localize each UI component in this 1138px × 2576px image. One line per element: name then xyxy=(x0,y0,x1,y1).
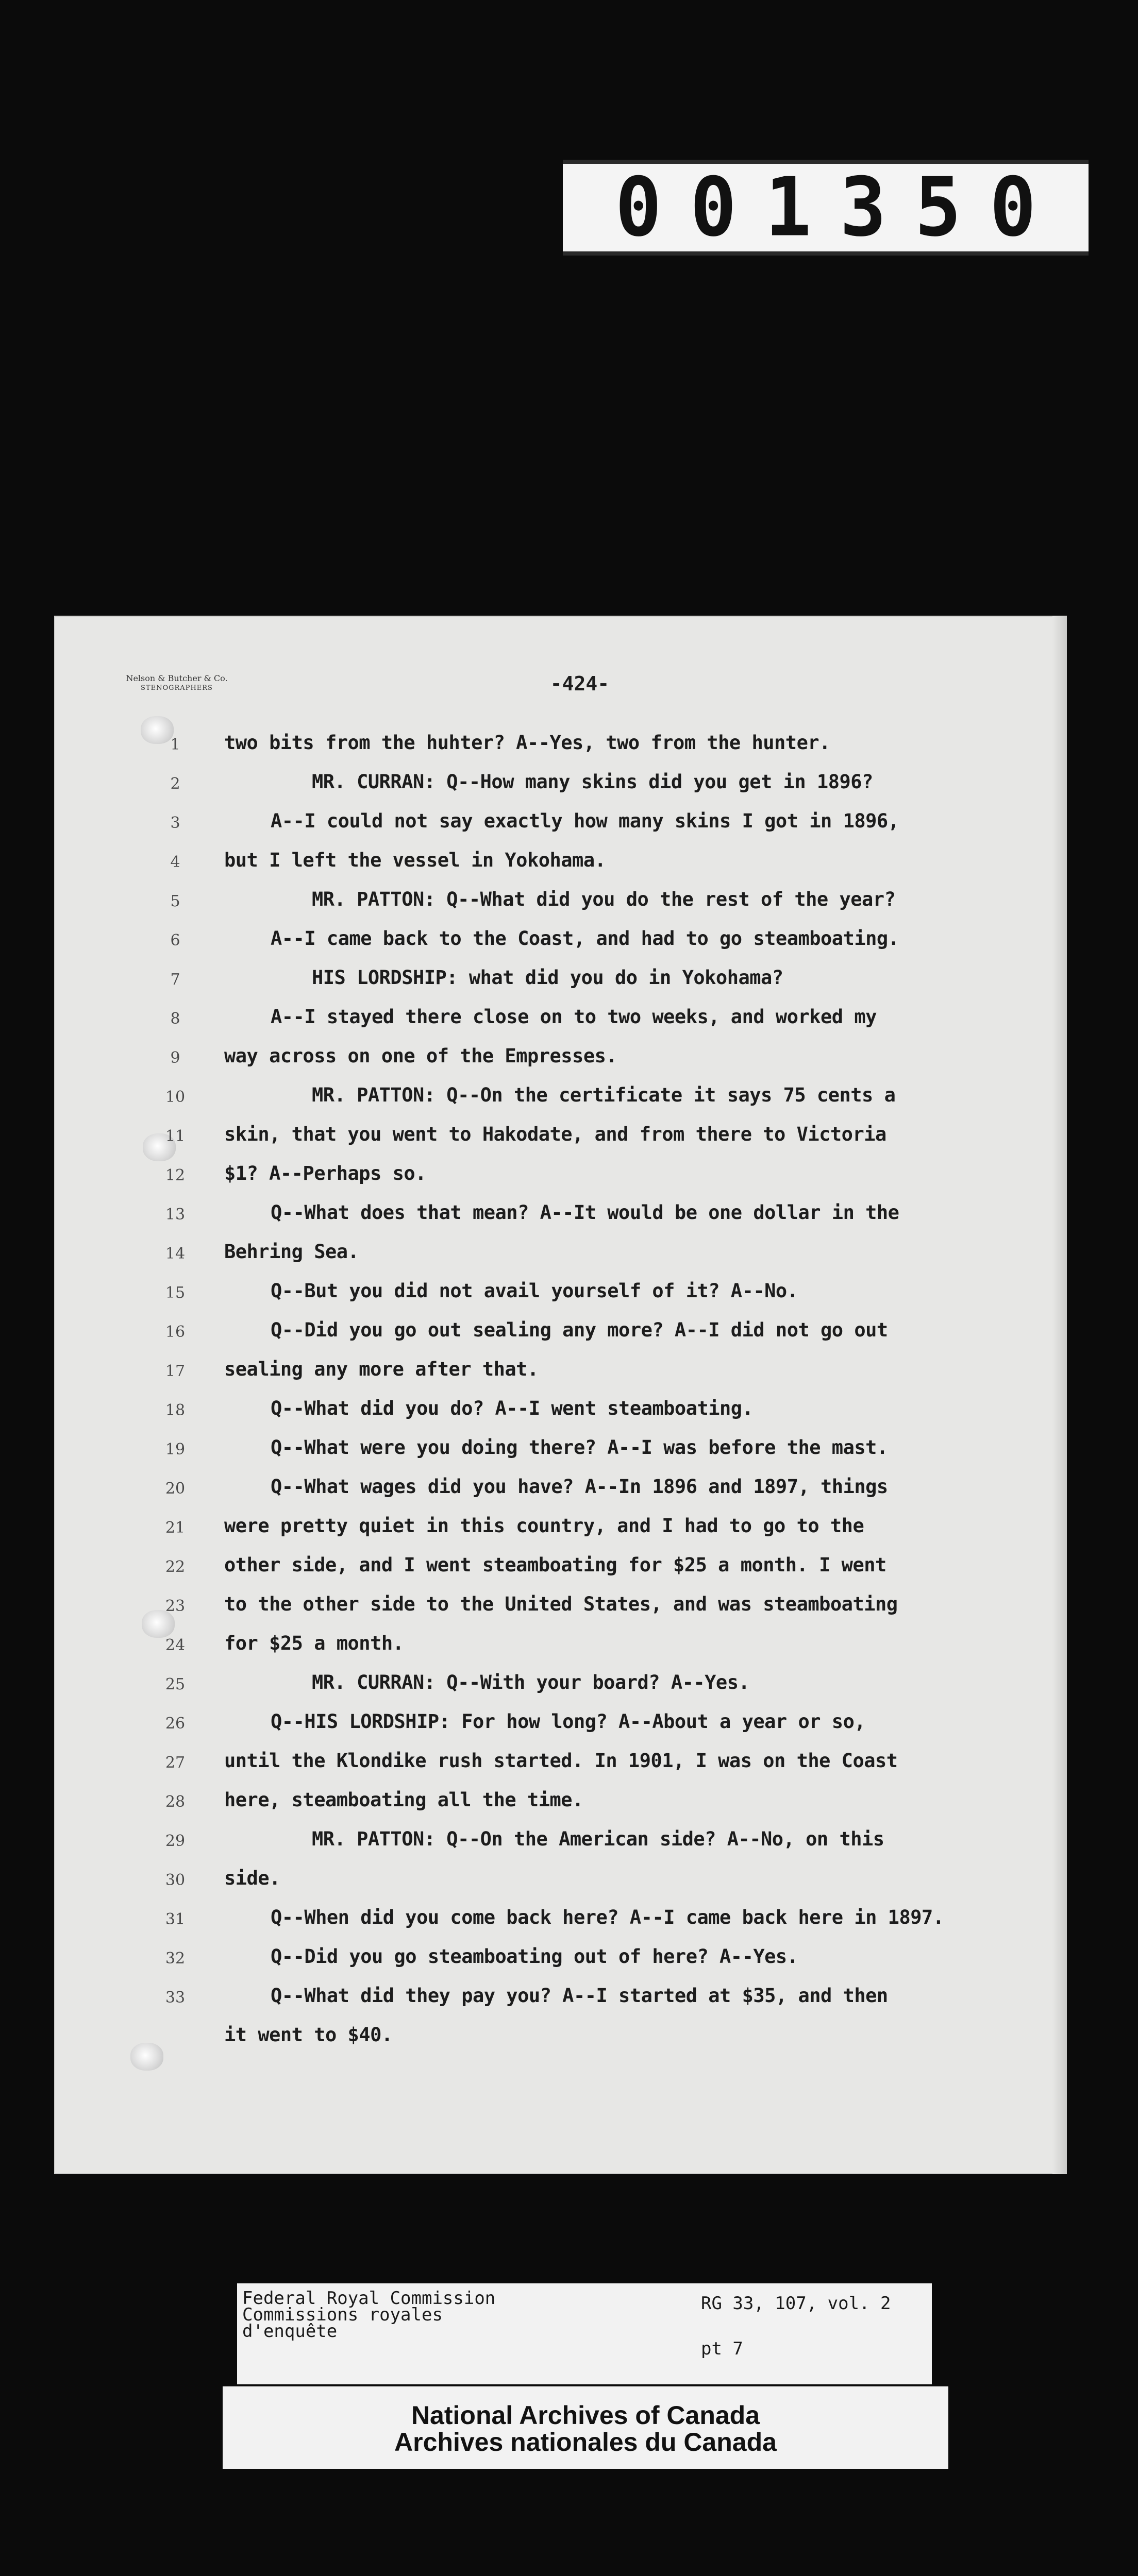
line-text: other side, and I went steamboating for $25 a month. I went xyxy=(224,1554,886,1576)
line-number: 16 xyxy=(165,1323,186,1341)
line-text: Behring Sea. xyxy=(224,1241,359,1263)
transcript-line xyxy=(54,849,1067,887)
label-commission-fr: Commissions royales xyxy=(242,2304,443,2325)
label-commission-en: Federal Royal Commission xyxy=(242,2288,496,2309)
line-number: 33 xyxy=(165,1989,186,2007)
transcript-line xyxy=(54,1710,1067,1749)
line-text: were pretty quiet in this country, and I had to go to the xyxy=(224,1515,864,1537)
line-text: Q--What does that mean? A--It would be one dollar in the xyxy=(271,1201,899,1224)
transcript-line xyxy=(54,1162,1067,1200)
line-text: but I left the vessel in Yokohama. xyxy=(224,849,606,871)
line-text: Q--What were you doing there? A--I was before the mast. xyxy=(271,1436,888,1459)
line-text: MR. PATTON: Q--On the certificate it says 75 cents a xyxy=(312,1084,896,1106)
label-reference: RG 33, 107, vol. 2 xyxy=(701,2293,891,2314)
transcript-line xyxy=(54,1358,1067,1396)
archives-french: Archives nationales du Canada xyxy=(394,2428,777,2456)
line-text: A--I came back to the Coast, and had to go steamboating. xyxy=(271,927,899,950)
line-text: HIS LORDSHIP: what did you do in Yokohama? xyxy=(312,967,783,989)
line-number: 29 xyxy=(165,1832,186,1850)
line-number: 18 xyxy=(165,1401,186,1419)
line-text: side. xyxy=(224,1867,280,1889)
line-text: skin, that you went to Hakodate, and from there to Victoria xyxy=(224,1123,886,1145)
line-text: two bits from the huhter? A--Yes, two from the hunter. xyxy=(224,732,830,754)
transcript-line xyxy=(54,1123,1067,1161)
label-part: pt 7 xyxy=(701,2338,743,2359)
line-text: Q--HIS LORDSHIP: For how long? A--About a year or so, xyxy=(271,1710,866,1733)
line-number: 9 xyxy=(170,1049,180,1067)
archives-banner xyxy=(223,2386,948,2469)
label-enquete: d'enquête xyxy=(242,2321,338,2342)
archives-english: National Archives of Canada xyxy=(411,2401,760,2430)
archive-label xyxy=(237,2283,932,2384)
line-text: way across on one of the Empresses. xyxy=(224,1045,617,1067)
line-text: for $25 a month. xyxy=(224,1632,404,1654)
line-number: 7 xyxy=(170,971,180,989)
line-number: 20 xyxy=(165,1480,186,1498)
line-text: MR. CURRAN: Q--With your board? A--Yes. xyxy=(312,1671,750,1693)
line-number: 21 xyxy=(165,1519,186,1537)
line-number: 8 xyxy=(170,1010,180,1028)
line-text: Q--Did you go steamboating out of here? A--Yes. xyxy=(271,1945,798,1968)
line-number: 30 xyxy=(165,1871,186,1889)
line-number: 1 xyxy=(170,736,180,754)
transcript-line xyxy=(54,1476,1067,1514)
line-text: to the other side to the United States, and was steamboating xyxy=(224,1593,898,1615)
line-text: sealing any more after that. xyxy=(224,1358,539,1380)
transcript-line xyxy=(54,1632,1067,1670)
transcript-line xyxy=(54,1515,1067,1553)
line-number: 22 xyxy=(165,1558,186,1576)
transcript-line xyxy=(54,1280,1067,1318)
line-number: 32 xyxy=(165,1950,186,1968)
transcript-line xyxy=(54,810,1067,848)
line-text: Q--What wages did you have? A--In 1896 and 1897, things xyxy=(271,1476,888,1498)
transcript-line xyxy=(54,1319,1067,1357)
frame-number-plate xyxy=(563,160,1089,256)
transcript-line xyxy=(54,1671,1067,1709)
transcript-line xyxy=(54,1867,1067,1905)
line-number: 15 xyxy=(165,1284,186,1302)
transcript-line xyxy=(54,1554,1067,1592)
transcript-line xyxy=(54,1750,1067,1788)
line-number: 3 xyxy=(170,814,180,832)
transcript-line xyxy=(54,1045,1067,1083)
transcript-line xyxy=(54,1397,1067,1435)
transcript-line xyxy=(54,771,1067,809)
line-text: Q--But you did not avail yourself of it? A--No. xyxy=(271,1280,798,1302)
frame-number: 001350 xyxy=(615,160,1065,255)
transcript-line xyxy=(54,2024,1067,2062)
line-number: 23 xyxy=(165,1597,186,1615)
line-number: 26 xyxy=(165,1715,186,1733)
transcript-line xyxy=(54,927,1067,965)
firm-name: Nelson & Butcher & Co. xyxy=(126,673,228,683)
line-number: 10 xyxy=(165,1088,186,1106)
line-number: 14 xyxy=(165,1245,186,1263)
line-number: 13 xyxy=(165,1206,186,1224)
line-number: 24 xyxy=(165,1636,186,1654)
transcript-line xyxy=(54,967,1067,1005)
line-number: 27 xyxy=(165,1754,186,1772)
line-text: Q--What did you do? A--I went steamboating. xyxy=(271,1397,754,1419)
line-number: 5 xyxy=(170,892,180,910)
transcript-line xyxy=(54,1789,1067,1827)
line-text: A--I stayed there close on to two weeks, and worked my xyxy=(271,1006,877,1028)
transcript-line xyxy=(54,888,1067,926)
line-number: 19 xyxy=(165,1440,186,1459)
line-number: 25 xyxy=(165,1675,186,1693)
line-text: MR. CURRAN: Q--How many skins did you get in 1896? xyxy=(312,771,873,793)
line-text: here, steamboating all the time. xyxy=(224,1789,583,1811)
line-number: 2 xyxy=(170,775,180,793)
transcript-line xyxy=(54,1593,1067,1631)
stenographer-firm xyxy=(99,673,254,693)
transcript-line xyxy=(54,1241,1067,1279)
firm-subtitle: STENOGRAPHERS xyxy=(141,684,213,692)
line-number: 11 xyxy=(165,1127,186,1145)
transcript-line xyxy=(54,1084,1067,1122)
line-number: 4 xyxy=(170,853,180,871)
line-text: until the Klondike rush started. In 1901, I was on the Coast xyxy=(224,1750,898,1772)
transcript-line xyxy=(54,732,1067,770)
line-text: Q--What did they pay you? A--I started at $35, and then xyxy=(271,1985,888,2007)
page-number: -424- xyxy=(550,672,610,695)
transcript-line xyxy=(54,1436,1067,1475)
line-text: MR. PATTON: Q--What did you do the rest of the year? xyxy=(312,888,896,910)
transcript-line xyxy=(54,1828,1067,1866)
line-text: A--I could not say exactly how many skins I got in 1896, xyxy=(271,810,899,832)
line-number: 17 xyxy=(165,1362,186,1380)
line-text: Q--When did you come back here? A--I came back here in 1897. xyxy=(271,1906,944,1928)
line-number: 31 xyxy=(165,1910,186,1928)
transcript-page xyxy=(54,616,1067,2174)
line-text: MR. PATTON: Q--On the American side? A--No, on this xyxy=(312,1828,884,1850)
line-text: Q--Did you go out sealing any more? A--I did not go out xyxy=(271,1319,888,1341)
line-number: 6 xyxy=(170,931,180,950)
line-number: 28 xyxy=(165,1793,186,1811)
transcript-line xyxy=(54,1985,1067,2023)
line-text: $1? A--Perhaps so. xyxy=(224,1162,426,1184)
transcript-line xyxy=(54,1201,1067,1240)
transcript-line xyxy=(54,1906,1067,1944)
transcript-line xyxy=(54,1006,1067,1044)
transcript-line xyxy=(54,1945,1067,1984)
line-text: it went to $40. xyxy=(224,2024,393,2046)
line-number: 12 xyxy=(165,1166,186,1184)
